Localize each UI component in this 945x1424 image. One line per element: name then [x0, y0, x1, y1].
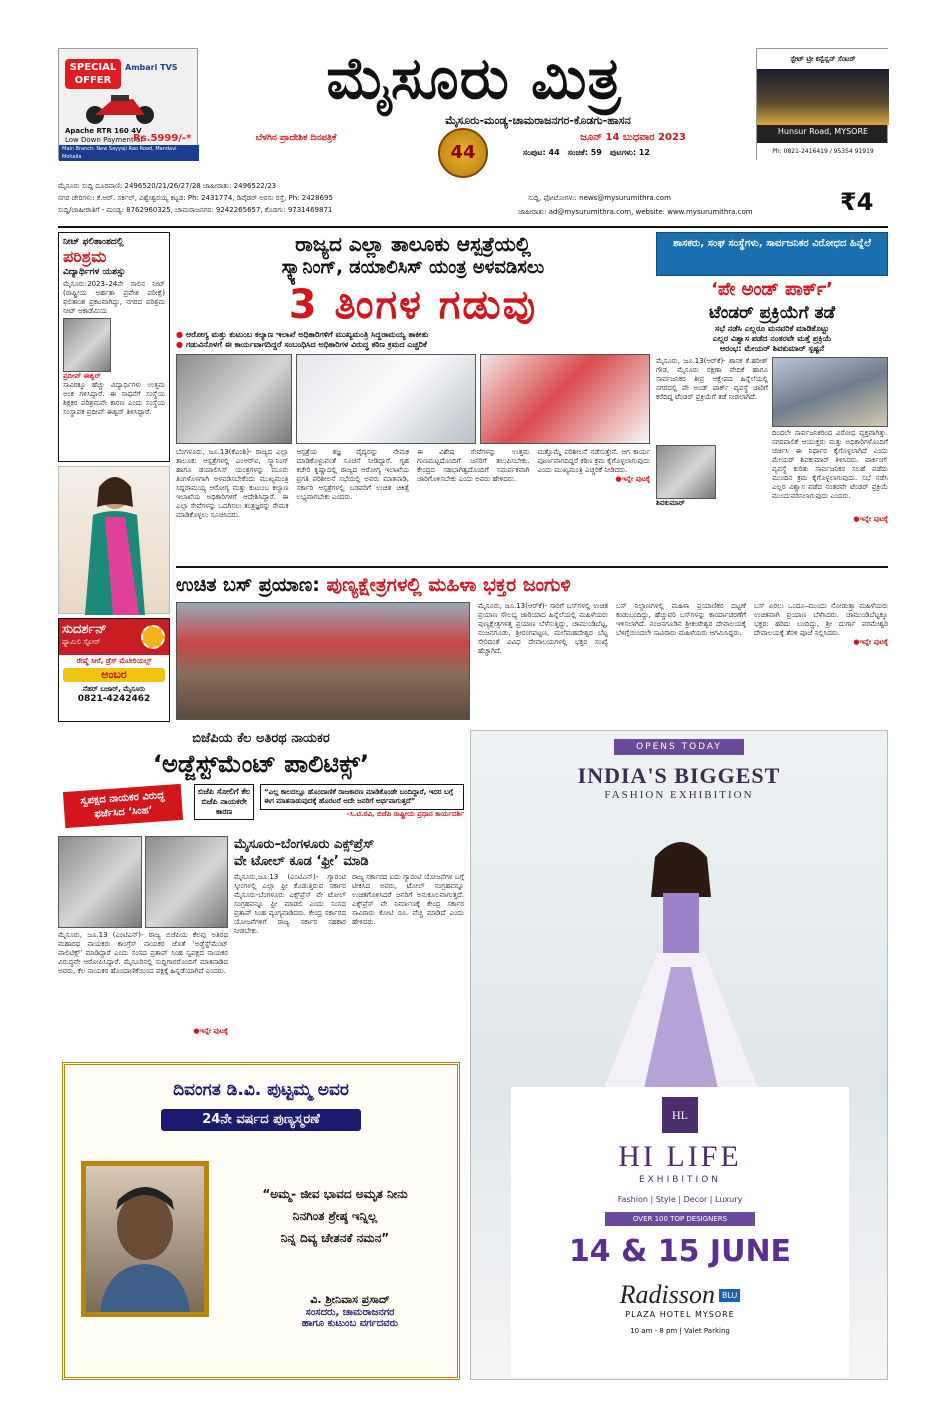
ad-tvs-brand: Ambari TVS — [125, 63, 178, 72]
bjp-sidebox: ಸ್ವಪಕ್ಷದ ನಾಯಕರ ವಿರುದ್ಧ ಫರ್ಜೆಸಿದ ‘ಸಿಂಹ’ — [63, 784, 183, 828]
toll-headline2: ವೇ ಟೋಲ್ ಕೂಡ ‘ಫ್ರೀ’ ಮಾಡಿ — [234, 854, 369, 869]
ad-tvs[interactable] — [58, 48, 198, 168]
lead-bullet2: ● ಗಡುವಿನೊಳಗೆ ಈ ಕಾರ್ಯವಾಗದಿದ್ದರೆ ಸಂಬಂಧಿಸಿದ ಅಧಿಕಾರಿಗಳ ವಿರುದ್ಧ ಕಠಿಣ ಕ್ರಮದ ಎಚ್ಚರಿಕೆ — [176, 340, 650, 350]
masthead — [58, 44, 888, 228]
pay-park-quoted: ‘ಪೇ ಅಂಡ್ ಪಾರ್ಕ್’ — [711, 279, 833, 300]
scanner-photo — [296, 354, 476, 444]
pay-park-sub2: ಎಲ್ಲರ ವಿಶ್ವಾಸ ಪಡೆದ ನಂತರವೇ ಮತ್ತೆ ಪ್ರಕ್ರಿಯೆ — [712, 334, 832, 343]
neet-sub: ವಿದ್ಯಾರ್ಥಿಗಳ ಯಶಸ್ಸು — [63, 267, 126, 277]
sudarshan-items: ರೇಷ್ಮೆ ಸೀರೆ, ಡ್ರೆಸ್ ಮೆಟೀರಿಯಲ್ಸ್ — [76, 657, 152, 665]
ad-sudarshan[interactable] — [58, 618, 170, 722]
phone-line: ಮೈಸೂರು ಸುದ್ದಿ ದೂರವಾಣಿ: 2496520/21/26/27/28 ಜಾಹೀರಾತು: 2496522/23 — [58, 182, 277, 190]
radisson-sub: PLAZA HOTEL MYSORE — [625, 1310, 735, 1319]
pay-park-body1: ಮೈಸೂರು, ಜೂ.13(ಆರ್‌ಕೆ)- ಶಾಸಕ ಕೆ.ಹರೀಶ್ ಗೌಡ, ಮೈಸೂರು ರಕ್ಷಣಾ ವೇದಿಕೆ ಹಾಗೂ ಸಾರ್ವಜನಿಕರ ತೀವ್ರ ಆಕ್ಷೇಪದ ಹಿನ್ನೆಲೆಯಲ್ಲಿ ನಗರದಲ್ಲಿ ಪೇ ಅಂಡ್ ಪಾರ್ಕ್ ವ್ಯವಸ್ಥೆ ಜಾರಿಗೆ ಕರೆದಿದ್ದ ಟೆಂಡರ್ ಪ್ರಕ್ರಿಯೆಗೆ ತಡೆ ನೀಡಲಾಗಿದೆ. — [656, 357, 768, 401]
pay-park-sub3: ಆರಂಭ: ಮೇಯರ್ ಶಿವಕುಮಾರ್ ಸ್ಪಷ್ಟನೆ — [719, 344, 825, 353]
bus-byline[interactable]: ●ಇನ್ನೇ ಪುಟಕ್ಕೆ — [853, 638, 888, 646]
motorbike-icon — [81, 91, 161, 125]
bjp-quote: “ಎಲ್ಲ ಕಾಲದಲ್ಲೂ ಹೊಂದಾಣಿಕೆ ರಾಜಕಾರಣ ಮಾಡಿಕೊಂಡೇ ಬಂದಿದ್ದಾರೆ, ಇದರ ಬಗ್ಗೆ ಈಗ ಮಾತನಾಡುವುದಕ್ಕೆ ಹೊರಟರೆ ಅದೇ ಜನರಿಗೆ ಅರ್ಥವಾಗುತ್ತದೆ” — [260, 784, 464, 810]
pratap-simha-photo — [58, 836, 142, 928]
pages: ಪುಟಗಳು: 12 — [609, 148, 650, 157]
bus-col2: ಬಸ್ ನಿಲ್ದಾಣಗಳಲ್ಲಿ ಮಹಿಳಾ ಪ್ರಯಾಣಿಕರ ದಟ್ಟಣೆ ಕಂಡುಬಂದಿದ್ದು, ಹೆಚ್ಚುವರಿ ಬಸ್‌ಗಳನ್ನು ಕಾರ್ಯಾಚರಣೆಗೆ ಇಳಿಸಲಾಗಿದೆ. ನಂಜನಗೂಡಿನ ಶ್ರೀಕಂಠೇಶ್ವರ ದೇವಾಲಯಕ್ಕೆ ಬೆಳಿಗ್ಗೆಯಿಂದಲೇ ಸಾವಿರಾರು ಮಹಿಳೆಯರು ಆಗಮಿಸಿದ್ದರು. — [616, 602, 746, 637]
toll-col2: ರಾಜ್ಯ ಸರ್ಕಾರದ ಐದು ಗ್ಯಾರಂಟಿ ಯೋಜನೆಗಳ ಬಗ್ಗೆ ಟೀಕಿಸಿದ ಅವರು, ಟೋಲ್ ಸಂಗ್ರಹವನ್ನೂ ಉಚಿತಗೊಳಿಸಿದರೆ ಜನರಿಗೆ ಅನುಕೂಲವಾಗುತ್ತದೆ. ಎಕ್ಸ್‌ಪ್ರೆಸ್ ವೇ ನಿರ್ಮಾಣಕ್ಕೆ ಕೇಂದ್ರ ಸರ್ಕಾರ ಸಾವಿರಾರು ಕೋಟಿ ರೂ. ವೆಚ್ಚ ಮಾಡಿದೆ ಎಂದು ಹೇಳಿದರು. — [352, 873, 464, 926]
bus-story — [176, 566, 888, 726]
masthead-rule — [58, 226, 888, 228]
sudarshan-sub: ಫ್ಯಾಮಿಲಿ ಸ್ಟೋರ್ — [62, 638, 101, 646]
bjp-byline[interactable]: ●ಇನ್ನೇ ಪುಟಕ್ಕೆ — [193, 1027, 228, 1035]
pay-park-sub1: ಸಭೆ ನಡೆಸಿ ಎಲ್ಲರೂ ಮನವರಿಕೆ ಮಾಡಿಕೊಟ್ಟು — [714, 324, 830, 333]
office-line: ನಗರ ಚೇರಿಗಳು: ಕೆ.ಆರ್. ಸರ್ಕಲ್, ವಿಶ್ವೇಶ್ವರಯ್ಯ ಕಟ್ಟಡ: Ph: 2431774, ಡಿವೈಡರ್ ಅರಸು ರಸ್ತೆ, Ph: 2428695 — [58, 194, 333, 202]
building-photo — [757, 69, 889, 125]
bus-crowd-photo — [176, 602, 470, 720]
hilife-brand: HI LIFE — [618, 1140, 742, 1173]
obituary-title: ದಿವಂಗತ ಡಿ.ವಿ. ಪುಟ್ಟಮ್ಮ ಅವರ — [173, 1080, 349, 1100]
obituary-from-role2: ಹಾಗೂ ಕುಟುಂಬ ವರ್ಗದವರು — [301, 1318, 399, 1329]
neet-caption: ಪ್ರದೀಪ್ ಈಶ್ವರ್ — [63, 372, 101, 380]
email-news[interactable]: ಸುದ್ದಿ, ಫೋಟೋಗಳು: news@mysurumithra.com — [528, 194, 671, 202]
model-figure — [59, 467, 171, 615]
hilife-sub: EXHIBITION — [638, 1175, 722, 1185]
lead-col2: ಆಸ್ಪತ್ರೆಯ ತಜ್ಞ ವೈದ್ಯರನ್ನು ನೇಮಕ ಮಾಡಿಕೊಳ್ಳುವಂತೆ ಸೂಚನೆ ನೀಡಿದ್ದಾರೆ. ಗೃಹ ಕಚೇರಿ ಕೃಷ್ಣಾದಲ್ಲಿ ರಾಜ್ಯದ ಆರೋಗ್ಯ ಇಲಾಖೆಯ ಪ್ರಗತಿ ಪರಿಶೀಲನೆ ಸಭೆಯಲ್ಲಿ ಅವರು ಮಾತನಾಡಿ, ಸರ್ಕಾರಿ ಆಸ್ಪತ್ರೆಗಳಲ್ಲಿ ಬಡವರಿಗೆ ಉಚಿತ ಚಿಕಿತ್ಸೆ ಲಭ್ಯವಾಗಬೇಕು ಎಂದರು. — [296, 448, 409, 501]
fashion-biggest: INDIA'S BIGGEST — [577, 763, 781, 788]
morning-daily: ಬೆಳಗಿನ ಪ್ರಾದೇಶಿಕ ದಿನಪತ್ರಿಕೆ — [255, 133, 337, 143]
pay-park-kicker: ಶಾಸಕರು, ಸಂಘ ಸಂಸ್ಥೆಗಳು, ಸಾರ್ವಜನಿಕರ ವಿರೋಧದ ಹಿನ್ನೆಲೆ — [656, 232, 888, 276]
neet-headline: ಪರಿಶ್ರಮ — [63, 247, 107, 266]
obituary-ad — [62, 1062, 460, 1380]
lead-kicker1: ರಾಜ್ಯದ ಎಲ್ಲಾ ತಾಲೂಕು ಆಸ್ಪತ್ರೆಯಲ್ಲಿ — [295, 232, 531, 256]
fashion-exhibition-ad[interactable] — [470, 730, 888, 1380]
hilife-logo: HL — [662, 1097, 698, 1133]
bus-headline-b: ಪುಣ್ಯಕ್ಷೇತ್ರಗಳಲ್ಲಿ ಮಹಿಳಾ ಭಕ್ತರ ಜಂಗುಳಿ — [326, 574, 571, 596]
paper-tagline: ಮೈಸೂರು-ಮಂಡ್ಯ-ಚಾಮರಾಜನಗರ-ಕೊಡಗು-ಹಾಸನ — [445, 114, 631, 127]
agents-line: ಸುದ್ದಿ/ಜಾಹೀರಾತಿಗೆ - ಮಂಡ್ಯ: 8762960325, ಚಾಮರಾಜನಗರ: 9242265657, ಕೊಡಗು: 9731469871 — [58, 206, 333, 214]
bjp-quote-attr: –ಸಿ.ಟಿ.ರವಿ, ಬಿಜೆಪಿ ರಾಷ್ಟ್ರೀಯ ಪ್ರಧಾನ ಕಾರ್ಯದರ್ಶಿ — [346, 810, 464, 818]
bjp-body: ಮೈಸೂರು, ಜೂ.13 (ಎಂಟಿಎನ್)- ರಾಜ್ಯ ಬಿಜೆಪಿಯ ಕೆಲವು ಅತಿರಥ ಮಹಾರಥ ನಾಯಕರು ಕಾಂಗ್ರೆಸ್ ನಾಯಕರ ಜೊತೆ ‘ಅಡ್ಜೆಸ್ಟ್‌ಮೆಂಟ್ ಪಾಲಿಟಿಕ್ಸ್’ ಮಾಡಿದ್ದಾರೆ ಎಂದು ಸಂಸದ ಪ್ರತಾಪ್ ಸಿಂಹ ಸ್ವಪಕ್ಷದ ನಾಯಕರ ವಿರುದ್ಧವೇ ಆರೋಪಿಸಿದ್ದಾರೆ. ಮೈಸೂರಿನಲ್ಲಿ ಸುದ್ದಿಗಾರರೊಂದಿಗೆ ಮಾತನಾಡಿದ ಅವರು, ಕೆಲ ನಾಯಕರ ಹೊಂದಾಣಿಕೆಯಿಂದ ಪಕ್ಷಕ್ಕೆ ಹಿನ್ನಡೆಯಾಗಿದೆ ಎಂದರು. — [58, 931, 228, 975]
obituary-photo-frame — [81, 1161, 209, 1317]
lead-headline: 3 ತಿಂಗಳ ಗಡುವು — [288, 282, 538, 328]
sudarshan-address: ನೆಹರ್ ಬಜಾರ್, ಮೈಸೂರು — [82, 685, 146, 693]
toll-headline1: ಮೈಸೂರು–ಬೆಂಗಳೂರು ಎಕ್ಸ್‌ಪ್ರೆಸ್ — [234, 837, 375, 852]
obituary-poem3: ನಿನ್ನ ದಿವ್ಯ ಚೇತನಕೆ ನಮನ” — [280, 1231, 390, 1245]
neet-body2: ಸಾವಿರಕ್ಕೂ ಹೆಚ್ಚು ವಿದ್ಯಾರ್ಥಿಗಳು ಉತ್ತಮ ಅಂಕ ಗಳಿಸಿದ್ದಾರೆ. ಈ ಸಾಧನೆಗೆ ಸಂಸ್ಥೆಯ ಶಿಕ್ಷಕರ ಪರಿಶ್ರಮವೇ ಕಾರಣ ಎಂದು ಸಂಸ್ಥೆಯ ಸಂಸ್ಥಾಪಕ ಪ್ರದೀಪ್ ಈಶ್ವರ್ ತಿಳಿಸಿದ್ದಾರೆ. — [63, 381, 165, 416]
bus-headline-a: ಉಚಿತ ಬಸ್ ಪ್ರಯಾಣ: — [176, 574, 327, 596]
lead-byline[interactable]: ●ಇನ್ನೇ ಪುಟಕ್ಕೆ — [615, 475, 650, 483]
sudarshan-phone: 0821-4242462 — [77, 694, 151, 704]
ambara-brand: ಅಂಬರ — [63, 668, 165, 682]
bjp-quote-label: ಬಿಜೆಪಿ ಸೋಲಿಗೆ ಕೆಲ ಬಿಜೆಪಿ ನಾಯಕರೇ ಕಾರಣ — [194, 784, 254, 820]
obituary-from-name: ವಿ. ಶ್ರೀನಿವಾಸ ಪ್ರಸಾದ್ — [310, 1293, 390, 1306]
ad-model-photo[interactable] — [58, 466, 170, 614]
ad-convention-location: Hunsur Road, MYSORE — [777, 127, 869, 136]
dialysis-photo — [480, 354, 650, 444]
ad-tvs-phone: 9035172160, 9964432588 — [62, 162, 129, 168]
sudarshan-name: ಸುದರ್ಶನ್ — [62, 622, 107, 637]
anniversary-emblem — [438, 128, 488, 178]
pay-park-story — [656, 232, 888, 562]
radisson-name: Radisson — [619, 1280, 715, 1309]
lead-col3: ಈ ವಿಶೇಷ ಸೇವೆಗಳನ್ನು ಉತ್ತಮ ಗುಣಮಟ್ಟದೊಂದಿಗೆ ಜನರಿಗೆ ತಲುಪಿಸಬೇಕು. ಕೇಂದ್ರದ ಸಹಭಾಗಿತ್ವದೊಂದಿಗೆ ಸಮರ್ಪಕವಾಗಿ ಜಾರಿಗೊಳಿಸಬೇಕು ಎಂದು ಅವರು ಹೇಳಿದರು. — [417, 448, 530, 483]
portrait-figure — [86, 1166, 204, 1312]
price: ₹4 — [840, 188, 874, 216]
ad-convention-phone: Ph: 0821-2416419 / 95354 91919 — [757, 143, 889, 161]
traffic-photo — [772, 357, 888, 427]
lead-col4: ಮತ್ತೊಮ್ಮೆ ಪರಿಶೀಲನೆ ನಡೆಸುತ್ತೇನೆ. ಆಗ ಕಾರ್ಯ ಪೂರ್ಣವಾಗದಿದ್ದರೆ ಕಠಿಣ ಕ್ರಮ ಕೈಗೊಳ್ಳಲಾಗುವುದು ಎಂದು ಮುಖ್ಯಮಂತ್ರಿ ಎಚ್ಚರಿಕೆ ನೀಡಿದರು. — [537, 448, 650, 474]
person-photo — [63, 318, 111, 372]
neet-story — [58, 232, 170, 462]
obituary-from-role1: ಸಂಸದರು, ಚಾಮರಾಜನಗರ — [305, 1307, 395, 1318]
bjp-kicker: ಬಿಜೆಪಿಯ ಕೆಲ ಅತಿರಥ ನಾಯಕರ — [192, 731, 330, 746]
siddaramaiah-photo — [145, 836, 229, 928]
paper-title: ಮೈಸೂರು ಮಿತ್ರ — [326, 44, 622, 112]
ad-tvs-price: Rs.5999/-* — [133, 133, 192, 144]
ad-convention-name: ಸ್ಟೇಟ್ ಟ್ರೀ ಕನ್ವೆನ್ಷನ್ ಸೆಂಟರ್ — [757, 49, 889, 69]
lead-kicker2: ಸ್ಕ್ಯಾನಿಂಗ್, ಡಯಾಲಿಸಿಸ್ ಯಂತ್ರ ಅಳವಡಿಸಲು — [281, 257, 545, 278]
bjp-story — [58, 730, 464, 1056]
sun-icon — [141, 625, 165, 649]
bus-col1: ಮೈಸೂರು, ಜೂ.13(ಆರ್‌ಕೆ)- ಸಾರಿಗೆ ಬಸ್‌ಗಳಲ್ಲಿ ಉಚಿತ ಪ್ರಯಾಣ ಸೌಲಭ್ಯ ಜಾರಿಯಾದ ಹಿನ್ನೆಲೆಯಲ್ಲಿ ಮಹಿಳೆಯರು ಪುಣ್ಯಕ್ಷೇತ್ರಗಳತ್ತ ಪ್ರಯಾಣ ಬೆಳೆಸುತ್ತಿದ್ದು, ಚಾಮುಂಡಿಬೆಟ್ಟ, ನಂಜನಗೂಡು, ಶ್ರೀರಂಗಪಟ್ಟಣ, ಮಲೆಮಹದೇಶ್ವರ ಬೆಟ್ಟ ಸೇರಿದಂತೆ ವಿವಿಧ ದೇವಾಲಯಗಳಲ್ಲಿ ಭಕ್ತರ ಸಂಖ್ಯೆ ಹೆಚ್ಚಾಗಿದೆ. — [478, 602, 608, 655]
toll-col1: ಮೈಸೂರು,ಜೂ.13 (ಎಂಟಿಎನ್)- ಗ್ಯಾರಂಟಿ ಸ್ಕೀಂಗಳಲ್ಲಿ ಎಲ್ಲಾ ಫ್ರೀ ಕೊಡುತ್ತಿರುವ ಸರ್ಕಾರ ಮೈಸೂರು-ಬೆಂಗಳೂರು ಎಕ್ಸ್‌ಪ್ರೆಸ್ ವೇ ಟೋಲ್ ಸಂಗ್ರಹವನ್ನೂ ಫ್ರೀ ಮಾಡಲಿ ಎಂದು ಸಂಸದ ಪ್ರತಾಪ್ ಸಿಂಹ ವ್ಯಂಗ್ಯವಾಡಿದರು. ಕೇಂದ್ರ ಸರ್ಕಾರದ ಯೋಜನೆಗಳಿಗೆ ರಾಜ್ಯ ಸರ್ಕಾರ ಸಹಕಾರ ನೀಡಬೇಕು. — [234, 873, 346, 935]
lead-story — [176, 232, 650, 562]
volume: ಸಂಪುಟ: 44 — [523, 148, 560, 157]
radisson-badge: BLU — [719, 1289, 740, 1302]
paper-date: ಜೂನ್ 14 ಬುಧವಾರ 2023 — [580, 132, 686, 143]
obituary-poem1: “ಅಮ್ಮ- ಜೀವ ಭಾವದ ಅಮೃತ ನೀನು — [262, 1187, 408, 1201]
lead-bullet1: ● ಆರೋಗ್ಯ ಮತ್ತು ಕುಟುಂಬ ಕಲ್ಯಾಣ ಇಲಾಖೆ ಅಧಿಕಾರಿಗಳಿಗೆ ಮುಖ್ಯಮಂತ್ರಿ ಸಿದ್ದರಾಮಯ್ಯ ತಾಕೀತು — [176, 330, 650, 340]
lead-col1: ಬೆಂಗಳೂರು, ಜೂ.13(ಕೆಎಂಶಿ)- ರಾಜ್ಯದ ಎಲ್ಲಾ ತಾಲೂಕು ಆಸ್ಪತ್ರೆಗಳಲ್ಲಿ ಎಂಆರ್‌ಐ, ಸ್ಕ್ಯಾನಿಂಗ್ ಹಾಗೂ ಡಯಾಲಿಸಿಸ್ ಯಂತ್ರಗಳನ್ನು ಮೂರು ತಿಂಗಳೊಳಗಾಗಿ ಅಳವಡಿಸಬೇಕೆಂದು ಮುಖ್ಯಮಂತ್ರಿ ಸಿದ್ದರಾಮಯ್ಯ ಆರೋಗ್ಯ ಮತ್ತು ಕುಟುಂಬ ಕಲ್ಯಾಣ ಇಲಾಖೆಯ ಅಧಿಕಾರಿಗಳಿಗೆ ಆದೇಶಿಸಿದ್ದಾರೆ. ಈ ಎಲ್ಲಾ ಸೇವೆಗಳನ್ನು ಒದಗಿಸಲು ತಂತ್ರಜ್ಞರನ್ನು ನೇಮಕ ಮಾಡಿಕೊಳ್ಳಲು ಸೂಚಿಸಿದರು. — [176, 448, 289, 519]
ad-tvs-address: Main Branch: New Sayyaji Rao Road, Mandavi Mohalla — [62, 146, 177, 160]
pay-park-byline[interactable]: ●ಇನ್ನೇ ಪುಟಕ್ಕೆ — [853, 515, 888, 523]
obituary-poem2: ನಿನಗಿಂತ ಶ್ರೇಷ್ಠ ಇನ್ನಿಲ್ಲ — [292, 1209, 378, 1223]
neet-kicker: ನೀಟ್ ಫಲಿತಾಂಶದಲ್ಲಿ — [63, 237, 124, 247]
fashion-opens: OPENS TODAY — [614, 739, 744, 755]
ad-tvs-down: Low Down Payment of — [65, 136, 143, 144]
email-ad[interactable]: ಜಾಹೀರಾತು: ad@mysurumithra.com, website: www.mysurumithra.com — [518, 208, 753, 216]
fashion-exhibition: FASHION EXHIBITION — [604, 789, 754, 801]
pay-park-caption: ಶಿವಕುಮಾರ್ — [656, 499, 685, 507]
fashion-timing: 10 am - 8 pm | Valet Parking — [630, 1327, 730, 1335]
bus-headline — [176, 572, 888, 598]
ad-convention-centre[interactable] — [756, 48, 888, 160]
cm-photo — [176, 354, 292, 444]
bjp-headline: ‘ಅಡ್ಜೆಸ್ಟ್‌ಮೆಂಟ್ ಪಾಲಿಟಿಕ್ಸ್’ — [152, 750, 370, 778]
obituary-anniversary: 24ನೇ ವರ್ಷದ ಪುಣ್ಯಸ್ಮರಣೆ — [161, 1109, 361, 1131]
ad-tvs-model: Apache RTR 160 4V — [65, 127, 142, 135]
mayor-photo — [656, 445, 716, 499]
pay-park-body2: ದಿಂದಲೇ ಸಾರ್ವಜನಿಕರಿಂದ ವಿರೋಧ ವ್ಯಕ್ತವಾಗಿತ್ತು. ನಗರಪಾಲಿಕೆ ಆಯುಕ್ತರು ಮತ್ತು ಅಧಿಕಾರಿಗಳೊಂದಿಗೆ ಚರ್ಚಿಸಿ ಈ ನಿರ್ಧಾರ ಕೈಗೊಳ್ಳಲಾಗಿದೆ ಎಂದು ಮೇಯರ್ ಶಿವಕುಮಾರ್ ತಿಳಿಸಿದರು. ಪಾರ್ಕಿಂಗ್ ವ್ಯವಸ್ಥೆ ಕುರಿತು ಸಾರ್ವಜನಿಕರ ಸಲಹೆ ಪಡೆದು ಮುಂದಿನ ಕ್ರಮ ಕೈಗೊಳ್ಳಲಾಗುವುದು. ಸಭೆ ನಡೆಸಿ ಎಲ್ಲರ ವಿಶ್ವಾಸ ಪಡೆದ ನಂತರವೇ ಟೆಂಡರ್ ಪ್ರಕ್ರಿಯೆ ಮುಂದುವರಿಸಲಾಗುವುದು ಎಂದರು. — [772, 429, 888, 500]
pay-park-headline: ಟೆಂಡರ್ ಪ್ರಕ್ರಿಯೆಗೆ ತಡೆ — [708, 303, 836, 323]
emblem-number: 44 — [450, 142, 476, 163]
issue: ಸಂಚಿಕೆ: 59 — [567, 148, 602, 157]
ad-tvs-badge: SPECIAL OFFER — [65, 59, 121, 89]
hilife-tags: Fashion | Style | Decor | Luxury — [617, 1195, 743, 1204]
hilife-dates: 14 & 15 JUNE — [568, 1234, 792, 1269]
hilife-designers: OVER 100 TOP DESIGNERS — [605, 1212, 755, 1226]
bus-col3: ಬಸ್ ಏರಲು ಒಂದೂ–ಮುಂದು ನೋಡುತ್ತಾ ಮಹಿಳೆಯರು ಉಚಿತವಾಗಿ ಪ್ರಯಾಣ ಬೆಳೆಸಿದರು. ಚಾಮುಂಡಿಬೆಟ್ಟಕ್ಕೂ ಭಕ್ತರು ಹರಿದು ಬಂದಿದ್ದು, ಶ್ರೀ ದುರ್ಗಾ ಪರಮೇಶ್ವರಿ ದೇವಾಲಯಕ್ಕೆ ತೆರಳಿ ಪೂಜೆ ಸಲ್ಲಿಸಿದರು. — [754, 602, 888, 637]
neet-body1: ಮೈಸೂರು:2023–24ನೇ ಸಾಲಿನ ನೀಟ್ (ರಾಷ್ಟ್ರೀಯ ಅರ್ಹತಾ ಪ್ರವೇಶ ಪರೀಕ್ಷೆ) ಫಲಿತಾಂಶ ಪ್ರಕಟವಾಗಿದ್ದು, ನಗರದ ಪರಿಶ್ರಮ ನೀಟ್ ಅಕಾಡೆಮಿಯ — [63, 280, 165, 315]
